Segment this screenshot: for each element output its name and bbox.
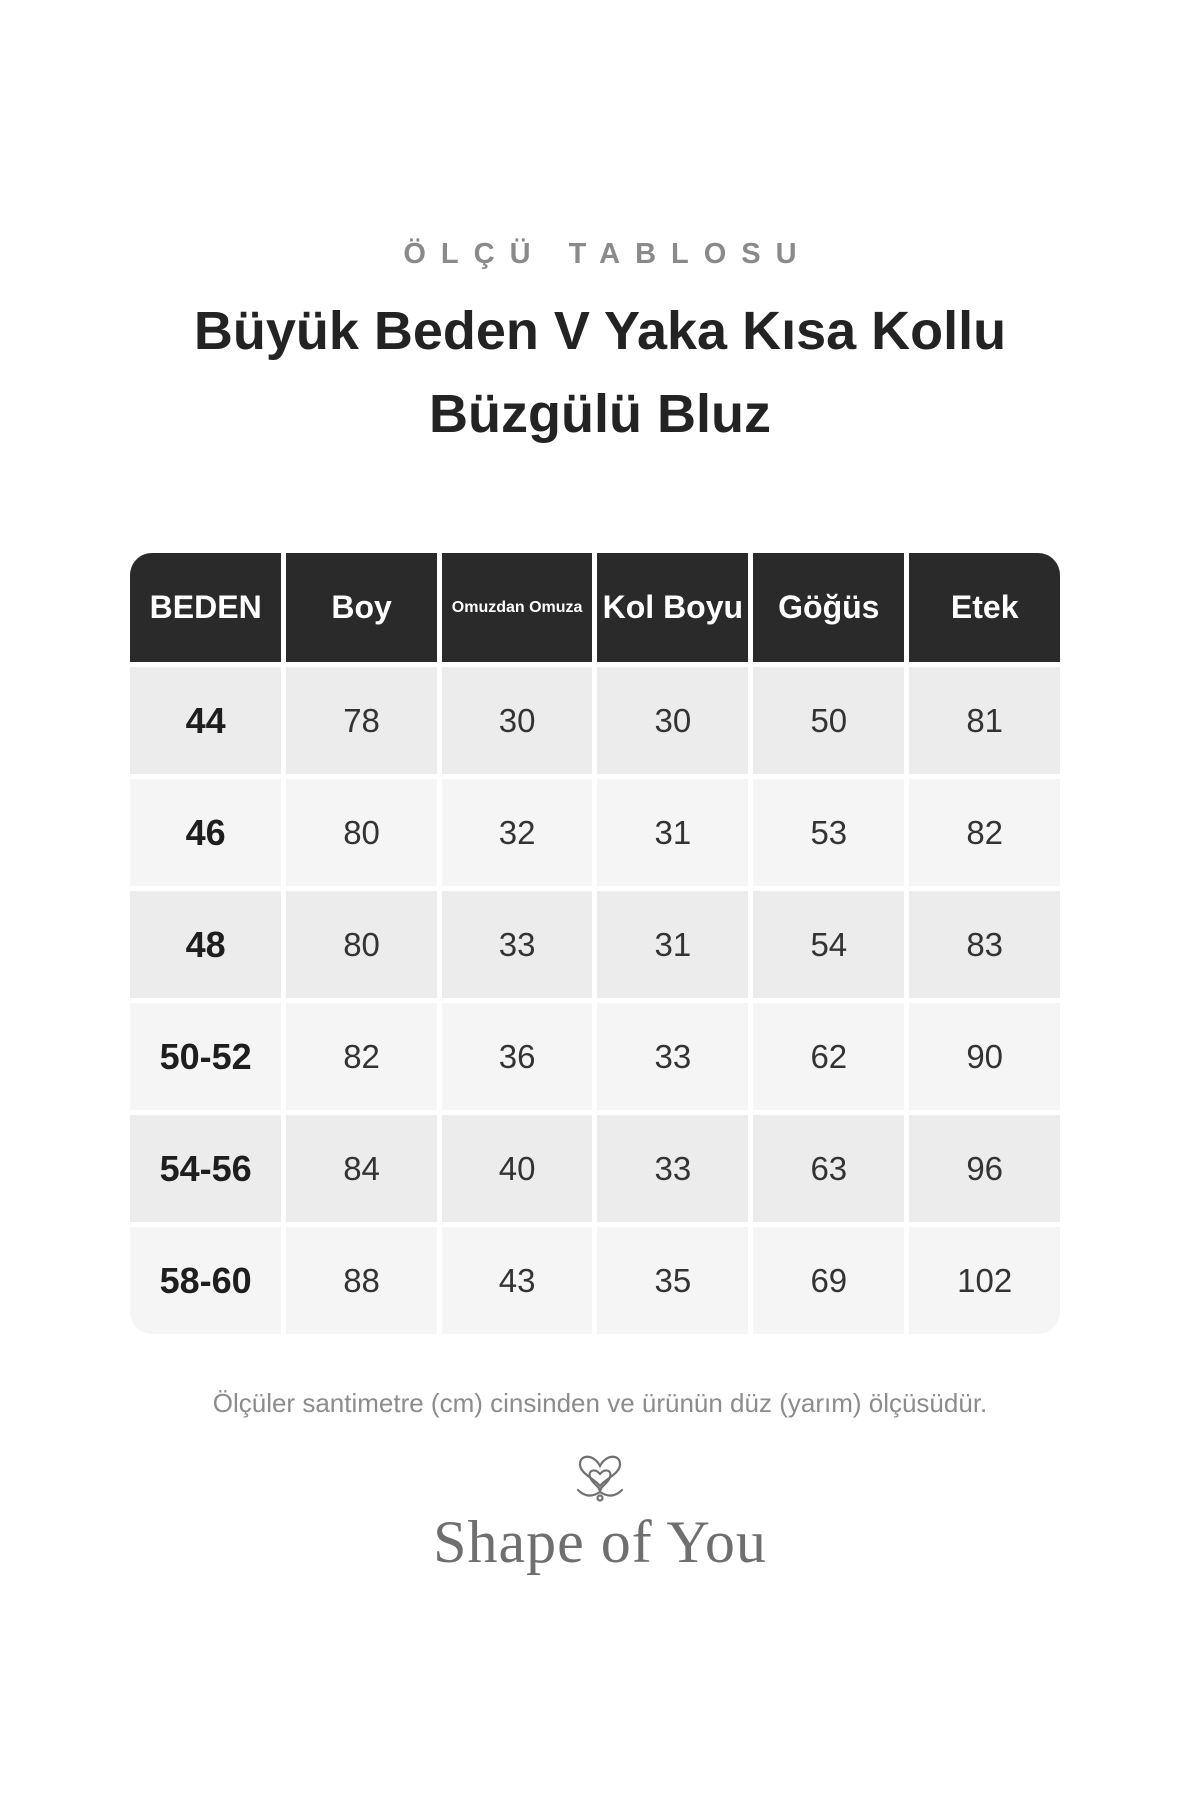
table-cell: 83 xyxy=(909,891,1060,998)
column-header-beden: BEDEN xyxy=(130,553,281,662)
page-title xyxy=(150,290,1050,456)
column-header-etek: Etek xyxy=(909,553,1060,662)
table-row xyxy=(130,1003,1060,1110)
column-header-kol-boyu: Kol Boyu xyxy=(597,553,748,662)
size-cell: 50-52 xyxy=(130,1003,281,1110)
table-cell: 69 xyxy=(753,1227,904,1334)
table-cell: 54 xyxy=(753,891,904,998)
table-cell: 88 xyxy=(286,1227,436,1334)
size-table xyxy=(125,548,1065,1339)
table-cell: 90 xyxy=(909,1003,1060,1110)
size-cell: 44 xyxy=(130,667,281,774)
table-cell: 63 xyxy=(753,1115,904,1222)
table-cell: 82 xyxy=(909,779,1060,886)
table-cell: 32 xyxy=(442,779,593,886)
table-cell: 33 xyxy=(597,1115,748,1222)
title-line-1: Büyük Beden V Yaka Kısa Kollu xyxy=(193,301,1007,361)
size-cell: 54-56 xyxy=(130,1115,281,1222)
table-cell: 81 xyxy=(909,667,1060,774)
measurement-note: Ölçüler santimetre (cm) cinsinden ve ürünün düz (yarım) ölçüsüdür. xyxy=(212,1388,988,1418)
table-row xyxy=(130,779,1060,886)
table-cell: 33 xyxy=(442,891,593,998)
table-cell: 102 xyxy=(909,1227,1060,1334)
section-kicker: ÖLÇÜ TABLOSU xyxy=(403,238,812,270)
table-cell: 31 xyxy=(597,779,748,886)
table-cell: 62 xyxy=(753,1003,904,1110)
table-cell: 40 xyxy=(442,1115,593,1222)
size-cell: 46 xyxy=(130,779,281,886)
table-row xyxy=(130,1227,1060,1334)
column-header-gogus: Göğüs xyxy=(753,553,904,662)
table-cell: 80 xyxy=(286,779,436,886)
title-line-2: Büzgülü Bluz xyxy=(429,384,771,444)
table-row xyxy=(130,1115,1060,1222)
table-cell: 31 xyxy=(597,891,748,998)
table-cell: 53 xyxy=(753,779,904,886)
table-cell: 82 xyxy=(286,1003,436,1110)
table-row xyxy=(130,667,1060,774)
table-cell: 30 xyxy=(597,667,748,774)
table-cell: 96 xyxy=(909,1115,1060,1222)
size-cell: 48 xyxy=(130,891,281,998)
table-cell: 78 xyxy=(286,667,436,774)
brand-logo-text: Shape of You xyxy=(433,1509,767,1575)
column-header-boy: Boy xyxy=(286,553,436,662)
table-cell: 80 xyxy=(286,891,436,998)
table-cell: 84 xyxy=(286,1115,436,1222)
table-cell: 50 xyxy=(753,667,904,774)
table-cell: 43 xyxy=(442,1227,593,1334)
column-header-omuzdan-omuza: Omuzdan Omuza xyxy=(442,553,593,662)
table-cell: 35 xyxy=(597,1227,748,1334)
table-cell: 33 xyxy=(597,1003,748,1110)
table-header-row xyxy=(130,553,1060,662)
table-cell: 30 xyxy=(442,667,593,774)
table-cell: 36 xyxy=(442,1003,593,1110)
double-heart-monogram-icon xyxy=(568,1444,632,1504)
table-row xyxy=(130,891,1060,998)
size-cell: 58-60 xyxy=(130,1227,281,1334)
